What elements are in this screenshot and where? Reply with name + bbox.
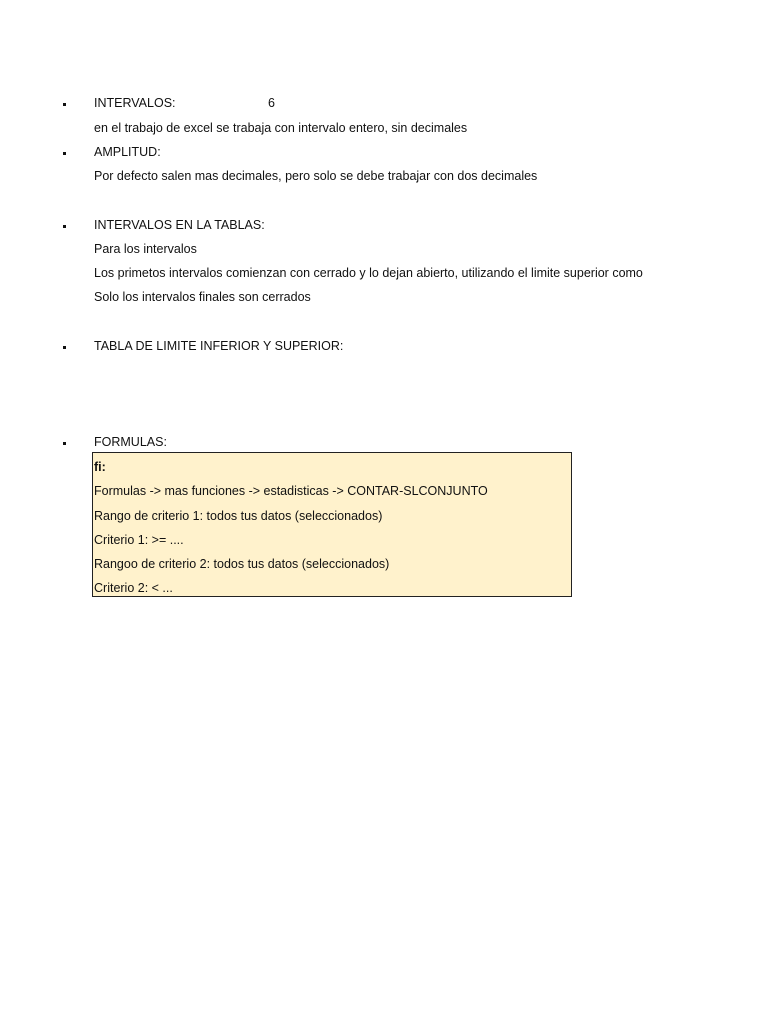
intervalos-note: en el trabajo de excel se trabaja con intervalo entero, sin decimales xyxy=(94,121,468,135)
bullet-tabla-limite xyxy=(63,346,66,349)
amplitud-note: Por defecto salen mas decimales, pero solo se debe trabajar con dos decimales xyxy=(94,169,538,183)
intervalos-label: INTERVALOS: xyxy=(94,96,176,110)
formula-line-path: Formulas -> mas funciones -> estadisticas -> CONTAR-SLCONJUNTO xyxy=(94,484,488,498)
formula-line-rango-1: Rango de criterio 1: todos tus datos (seleccionados) xyxy=(94,509,383,523)
formula-line-fi: fi: xyxy=(94,460,106,474)
formula-line-criterio-2: Criterio 2: < ... xyxy=(94,581,173,595)
bullet-amplitud xyxy=(63,152,66,155)
intervalos-tablas-line-2: Los primetos intervalos comienzan con cerrado y lo dejan abierto, utilizando el limite superior como xyxy=(94,266,643,280)
bullet-intervalos-tablas xyxy=(63,225,66,228)
formula-line-rango-2: Rangoo de criterio 2: todos tus datos (seleccionados) xyxy=(94,557,390,571)
amplitud-label: AMPLITUD: xyxy=(94,145,161,159)
formula-box xyxy=(92,452,572,597)
intervalos-tablas-label: INTERVALOS EN LA TABLAS: xyxy=(94,218,265,232)
formulas-label: FORMULAS: xyxy=(94,435,167,449)
bullet-intervalos xyxy=(63,103,66,106)
tabla-limite-label: TABLA DE LIMITE INFERIOR Y SUPERIOR: xyxy=(94,339,344,353)
formula-line-criterio-1: Criterio 1: >= .... xyxy=(94,533,184,547)
intervalos-tablas-line-3: Solo los intervalos finales son cerrados xyxy=(94,290,311,304)
intervalos-tablas-line-1: Para los intervalos xyxy=(94,242,197,256)
bullet-formulas xyxy=(63,442,66,445)
intervalos-value: 6 xyxy=(268,96,275,110)
